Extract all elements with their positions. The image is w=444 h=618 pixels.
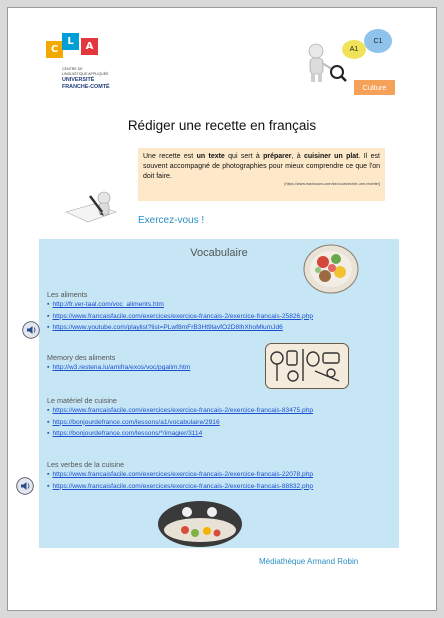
link-verbes-2[interactable]: https://www.francaisfacile.com/exercices/exercice-francais-2/exercice-francais-88832.php xyxy=(52,482,314,490)
definition-text: Une recette est un texte qui sert à préparer, à cuisiner un plat. Il est souvent accompagné de photographies pour mieux comprendre ce que l'on doit faire. xyxy=(143,153,380,180)
list-item: ▪ https://www.francaisfacile.com/exercices/exercice-francais-2/exercice-francais-88832.php xyxy=(47,482,314,490)
section-heading-materiel: Le matériel de cuisine xyxy=(47,396,117,405)
kitchen-tools-image xyxy=(265,343,349,389)
list-item: ▪ https://www.francaisfacile.com/exercices/exercice-francais-2/exercice-francais-83475.php xyxy=(47,407,314,414)
vocabulary-box xyxy=(39,239,399,548)
section-heading-memory: Memory des aliments xyxy=(47,353,116,362)
page-title: Rédiger une recette en français xyxy=(127,118,317,133)
level-badge-a1: A1 xyxy=(342,40,366,59)
food-plate-image xyxy=(303,244,359,294)
list-item: ▪ https://www.francaisfacile.com/exercices/exercice-francais-2/exercice-francais-25826.php xyxy=(47,312,314,320)
link-aliments-1[interactable]: http://fr.ver-taal.com/voc_aliments.htm xyxy=(52,301,164,308)
logo-text xyxy=(46,67,116,90)
section-heading-verbes: Les verbes de la cuisine xyxy=(47,460,125,469)
list-item: ▪ http://fr.ver-taal.com/voc_aliments.htm xyxy=(47,301,164,308)
section-heading-aliments: Les aliments xyxy=(47,290,88,299)
logo-university-2: FRANCHE-COMTÉ xyxy=(62,84,110,90)
links-verbes xyxy=(47,469,313,492)
link-aliments-3[interactable]: https://www.youtube.com/playlist?list=PLwf8mFrB3Ht9lavfO2D8lhXhoMlumJd6 xyxy=(52,324,283,331)
exercise-heading: Exercez-vous ! xyxy=(138,215,205,226)
list-item: ▪ https://www.francaisfacile.com/exercices/exercice-francais-2/exercice-francais-22078.php xyxy=(47,471,314,478)
link-aliments-2[interactable]: https://www.francaisfacile.com/exercices/exercice-francais-2/exercice-francais-25826.php xyxy=(52,312,314,320)
link-verbes-1[interactable]: https://www.francaisfacile.com/exercices/exercice-francais-2/exercice-francais-22078.php xyxy=(52,471,314,478)
logo-letter-l: L xyxy=(62,33,79,50)
links-memory xyxy=(47,362,190,374)
logo-university-1: UNIVERSITÉ xyxy=(62,77,95,83)
list-item: ▪ https://bonjourdefrance.com/lessons/*/imagier/3114 xyxy=(47,430,203,437)
footer-credit: Médiathèque Armand Robin xyxy=(259,557,359,566)
link-materiel-2[interactable]: https://bonjourdefrance.com/lessons/a1/vocabulaire/2916 xyxy=(52,418,220,426)
speaker-audio-icon[interactable] xyxy=(16,477,34,495)
definition-box xyxy=(138,148,385,201)
vocabulary-title: Vocabulaire xyxy=(190,247,248,259)
cla-logo xyxy=(46,33,116,90)
links-materiel xyxy=(47,405,313,440)
speaker-audio-icon[interactable] xyxy=(22,321,40,339)
logo-line-2: LINGUISTIQUE APPLIQUÉE xyxy=(62,71,109,76)
logo-letter-c: C xyxy=(46,41,63,58)
list-item: ▪ https://bonjourdefrance.com/lessons/a1/vocabulaire/2916 xyxy=(47,418,220,426)
list-item: ▪ https://www.youtube.com/playlist?list=PLwf8mFrB3Ht9lavfO2D8lhXhoMlumJd6 xyxy=(47,324,283,331)
link-materiel-3[interactable]: https://bonjourdefrance.com/lessons/*/imagier/3114 xyxy=(52,430,203,437)
writing-figure-icon xyxy=(64,190,120,230)
level-badge-c1: C1 xyxy=(364,29,392,53)
list-item: ▪ http://w3.restena.lu/amifra/exos/voc/pgalim.htm xyxy=(47,364,191,371)
link-memory-1[interactable]: http://w3.restena.lu/amifra/exos/voc/pgalim.htm xyxy=(52,364,191,371)
links-aliments xyxy=(47,299,313,334)
logo-line-1: CENTRE DE xyxy=(62,67,83,71)
link-materiel-1[interactable]: https://www.francaisfacile.com/exercices/exercice-francais-2/exercice-francais-83475.php xyxy=(52,407,314,414)
definition-source: [https://www.maxicours.com/se/cours/ecrire-une-recette/] xyxy=(284,182,380,186)
cooking-chefs-image xyxy=(157,500,243,548)
culture-label: Culture xyxy=(354,80,395,95)
logo-letter-a: A xyxy=(81,38,98,55)
